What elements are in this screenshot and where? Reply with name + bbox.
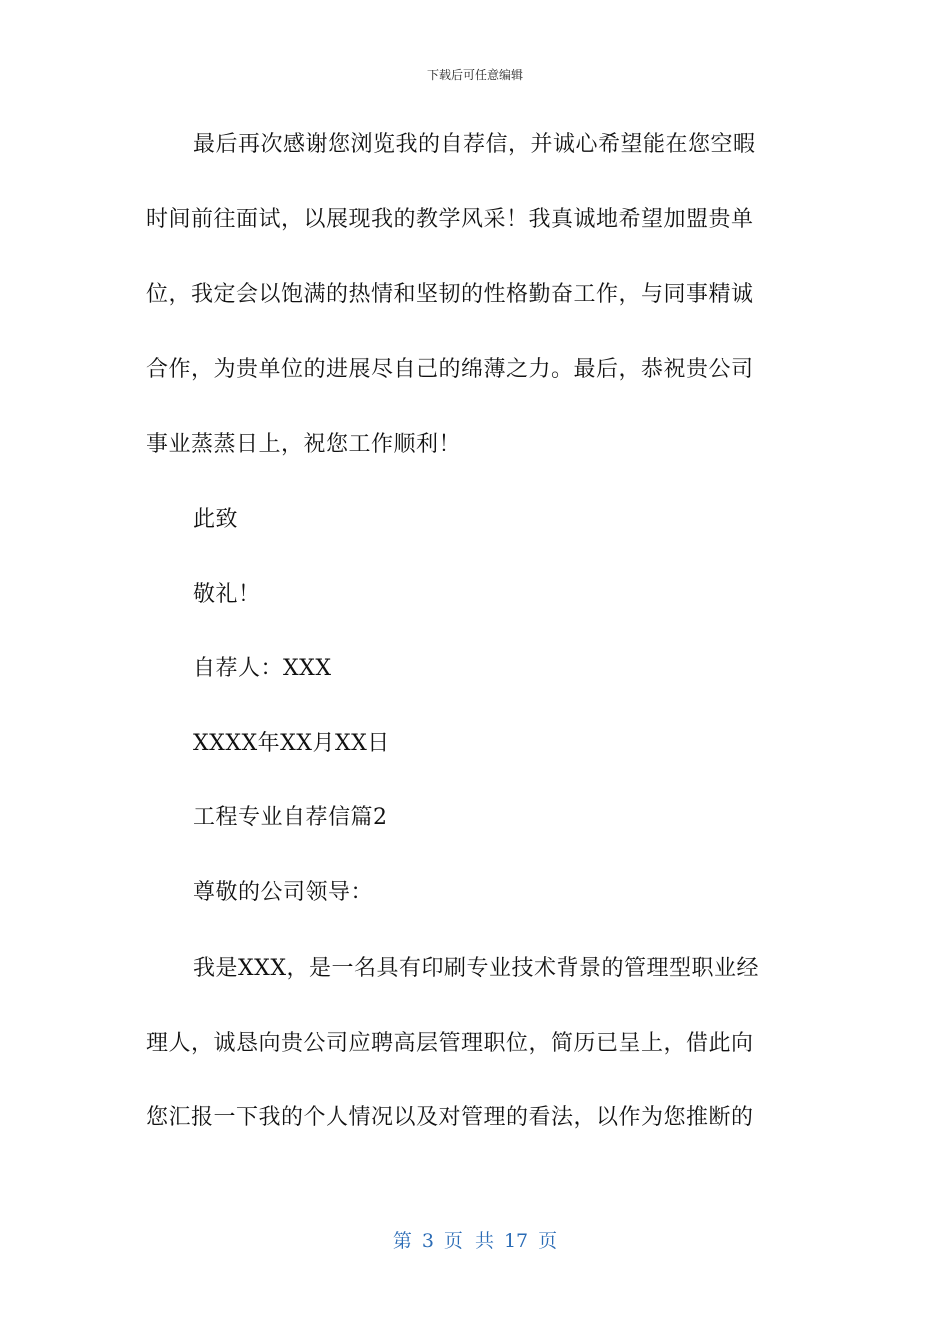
signer-line: 自荐人：XXX xyxy=(193,656,332,681)
page-header: 下载后可任意编辑 xyxy=(426,68,523,82)
page-footer xyxy=(0,1226,950,1253)
greeting-line: 尊敬的公司领导： xyxy=(193,880,374,905)
date-line: XXXX年XX月XX日 xyxy=(193,731,390,756)
footer-suffix: 页 xyxy=(538,1230,558,1252)
paragraph-line: 最后再次感谢您浏览我的自荐信，并诚心希望能在您空暇 xyxy=(193,132,756,157)
footer-prefix: 第 xyxy=(392,1230,412,1252)
footer-page-number: 3 xyxy=(421,1230,434,1252)
salutation-line: 此致 xyxy=(193,507,239,532)
footer-middle: 页 共 xyxy=(443,1230,494,1252)
paragraph-line: 时间前往面试，以展现我的教学风采！我真诚地希望加盟贵单 xyxy=(146,207,754,232)
paragraph-line: 您汇报一下我的个人情况以及对管理的看法，以作为您推断的 xyxy=(146,1105,754,1130)
paragraph-line: 理人，诚恳向贵公司应聘高层管理职位，简历已呈上，借此向 xyxy=(146,1031,754,1056)
footer-total-pages: 17 xyxy=(503,1230,529,1252)
section-title: 工程专业自荐信篇2 xyxy=(193,805,388,830)
paragraph-line: 位，我定会以饱满的热情和坚韧的性格勤奋工作，与同事精诚 xyxy=(146,282,754,307)
paragraph-line: 事业蒸蒸日上，祝您工作顺利！ xyxy=(146,432,462,457)
salutation-line: 敬礼！ xyxy=(193,582,261,607)
paragraph-line: 合作，为贵单位的进展尽自己的绵薄之力。最后，恭祝贵公司 xyxy=(146,357,754,382)
paragraph-line: 我是XXX，是一名具有印刷专业技术背景的管理型职业经 xyxy=(193,956,759,981)
